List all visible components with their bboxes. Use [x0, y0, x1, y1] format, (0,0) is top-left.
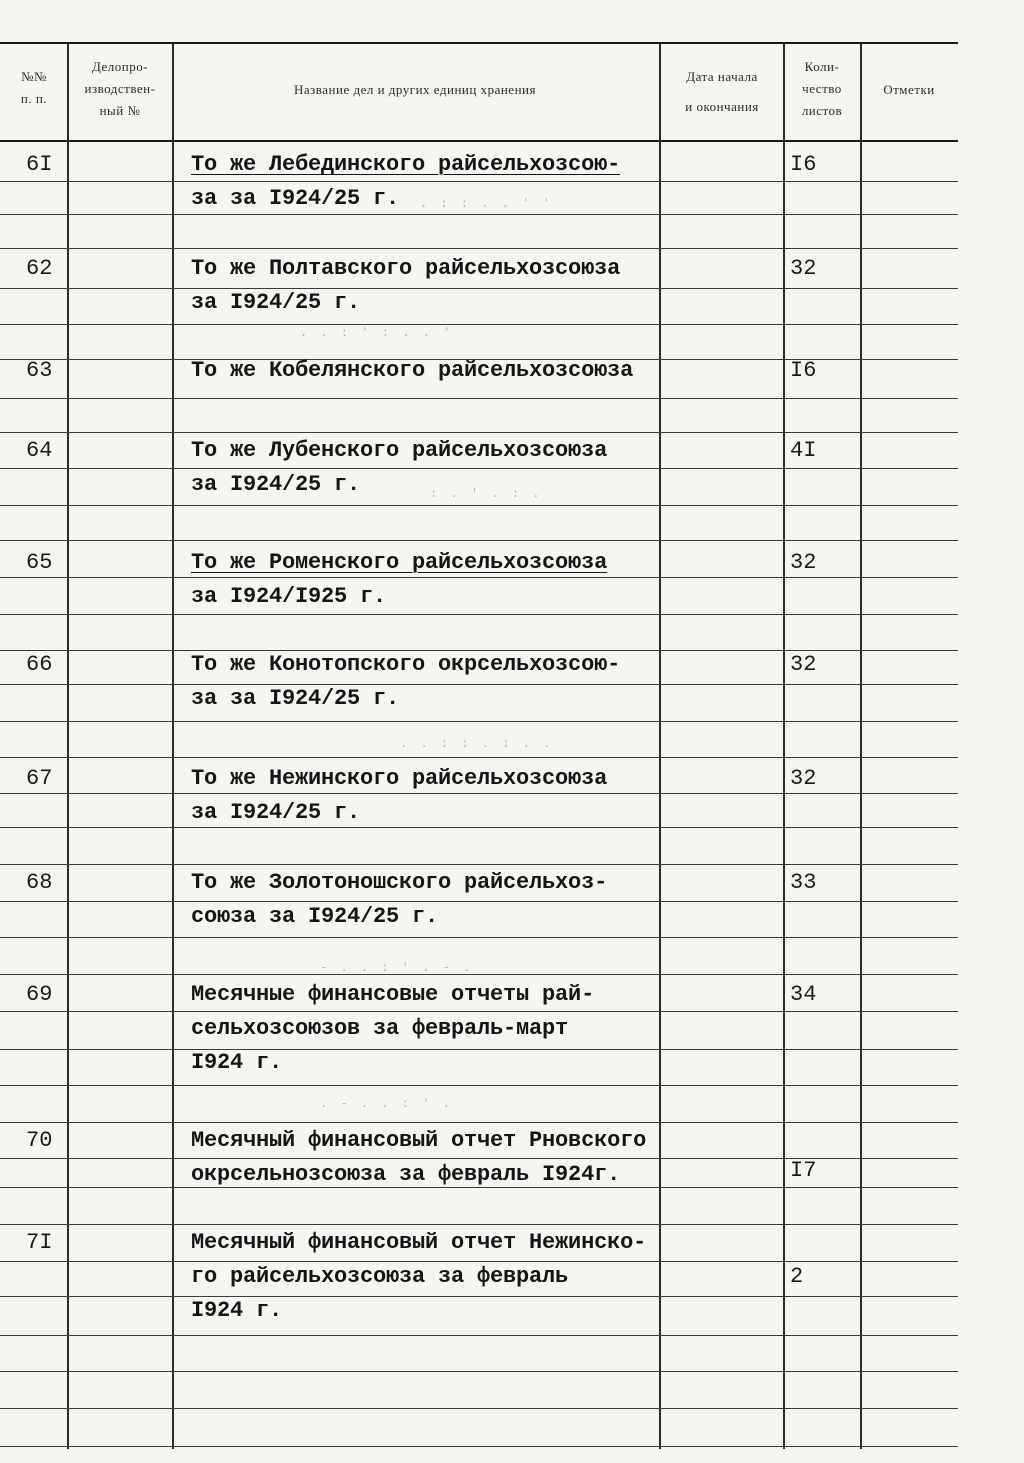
column-divider-3	[659, 44, 661, 1449]
ruled-line	[0, 398, 958, 399]
header-col-number-line2: п. п.	[20, 91, 48, 106]
ruled-line	[0, 324, 958, 325]
header-col-office-line1: Делопро-	[91, 59, 149, 74]
row-title	[191, 762, 607, 830]
scan-speckle: . : : . . ' '	[420, 196, 553, 210]
row-sheet-count: I6	[790, 358, 817, 383]
ruled-line	[0, 1122, 958, 1123]
row-title	[191, 546, 607, 614]
header-col-sheets-line1: Коли-	[804, 59, 840, 74]
row-title-line: сельхозсоюзов за февраль-март	[191, 1016, 569, 1041]
row-number: 64	[26, 438, 53, 463]
ruled-line	[0, 974, 958, 975]
row-sheet-count: 2	[790, 1264, 804, 1289]
row-sheet-count: 32	[790, 652, 817, 677]
ruled-line	[0, 540, 958, 541]
row-number: 69	[26, 982, 53, 1007]
row-title-line: I924 г.	[191, 1050, 283, 1075]
row-number: 67	[26, 766, 53, 791]
row-sheet-count: 34	[790, 982, 817, 1007]
row-title-line: го райсельхозсоюза за февраль	[191, 1264, 569, 1289]
ruled-line	[0, 248, 958, 249]
scan-speckle: : . ' . : .	[430, 486, 543, 500]
row-title-line: Месячный финансовый отчет Рновского	[191, 1128, 647, 1153]
row-title	[191, 978, 594, 1080]
header-col-office-number	[70, 56, 170, 122]
header-col-dates-line2: и окончания	[685, 99, 759, 114]
header-col-notes: Отметки	[883, 82, 935, 97]
scan-speckle: - . . : ' . - .	[320, 960, 474, 974]
row-title-line: То же Роменского райсельхозсоюза	[191, 550, 608, 575]
row-sheet-count: I7	[790, 1158, 817, 1183]
row-title	[191, 354, 633, 388]
row-number: 66	[26, 652, 53, 677]
header-col-number	[4, 66, 64, 110]
row-title-line: То же Золотоношского райсельхоз-	[191, 870, 608, 895]
ruled-line	[0, 721, 958, 722]
header-col-dates	[662, 62, 782, 122]
column-divider-1	[67, 44, 69, 1449]
row-sheet-count: 4I	[790, 438, 817, 463]
header-col-dates-line1: Дата начала	[686, 69, 758, 84]
row-number: 68	[26, 870, 53, 895]
row-number: 63	[26, 358, 53, 383]
row-number: 7I	[26, 1230, 53, 1255]
header-bottom-rule	[0, 140, 958, 142]
row-title-line: То же Полтавского райсельхозсоюза	[191, 256, 621, 281]
row-number: 70	[26, 1128, 53, 1153]
row-number: 62	[26, 256, 53, 281]
ruled-line	[0, 614, 958, 615]
ruled-line	[0, 1446, 958, 1447]
ruled-line	[0, 1335, 958, 1336]
row-title-line: за I924/25 г.	[191, 290, 361, 315]
column-divider-4	[783, 44, 785, 1449]
header-col-sheets-line2: чество	[802, 81, 842, 96]
row-sheet-count: 33	[790, 870, 817, 895]
row-title-line: То же Кобелянского райсельхозсоюза	[191, 358, 634, 383]
row-title-line: за I924/25 г.	[191, 800, 361, 825]
row-sheet-count: 32	[790, 256, 817, 281]
row-sheet-count: 32	[790, 766, 817, 791]
row-title	[191, 434, 607, 502]
row-title-line: I924 г.	[191, 1298, 283, 1323]
row-title	[191, 648, 620, 716]
row-title-line: Месячные финансовые отчеты рай-	[191, 982, 595, 1007]
column-divider-2	[172, 44, 174, 1449]
header-col-office-line3: ный №	[99, 103, 141, 118]
header-col-office-line2: изводствен-	[84, 81, 156, 96]
ruled-line	[0, 1408, 958, 1409]
row-title	[191, 148, 620, 216]
row-title-line: за за I924/25 г.	[191, 186, 400, 211]
header-col-sheets	[786, 56, 858, 122]
header-col-number-line1: №№	[21, 69, 47, 84]
row-title-line: союза за I924/25 г.	[191, 904, 439, 929]
row-title	[191, 1124, 646, 1192]
ruled-line	[0, 937, 958, 938]
row-sheet-count: I6	[790, 152, 817, 177]
column-divider-5	[860, 44, 862, 1449]
row-number: 6I	[26, 152, 53, 177]
row-title-line: То же Лебединского райсельхозсою-	[191, 152, 621, 177]
header-col-title: Название дел и других единиц хранения	[294, 82, 536, 97]
ruled-line	[0, 1371, 958, 1372]
scan-speckle: . - . . : ' .	[320, 1096, 453, 1110]
row-title-line: за за I924/25 г.	[191, 686, 400, 711]
ruled-line	[0, 1224, 958, 1225]
ruled-line	[0, 1085, 958, 1086]
ruled-line	[0, 505, 958, 506]
scan-speckle: . . : ' : . . '	[300, 325, 454, 339]
row-title	[191, 1226, 646, 1328]
ruled-line	[0, 864, 958, 865]
scan-speckle: . . : : . : . .	[400, 736, 554, 750]
row-title	[191, 866, 607, 934]
row-sheet-count: 32	[790, 550, 817, 575]
row-title-line: окрсельнозсоюза за февраль I924г.	[191, 1162, 621, 1187]
row-title-line: за I924/I925 г.	[191, 584, 387, 609]
table-top-rule	[0, 42, 958, 44]
row-number: 65	[26, 550, 53, 575]
header-col-sheets-line3: листов	[801, 103, 843, 118]
row-title-line: То же Лубенского райсельхозсоюза	[191, 438, 608, 463]
row-title-line: То же Конотопского окрсельхозсою-	[191, 652, 621, 677]
row-title	[191, 252, 620, 320]
ruled-line	[0, 757, 958, 758]
row-title-line: Месячный финансовый отчет Нежинско-	[191, 1230, 647, 1255]
ruled-line	[0, 432, 958, 433]
row-title-line: То же Нежинского райсельхозсоюза	[191, 766, 608, 791]
row-title-line: за I924/25 г.	[191, 472, 361, 497]
